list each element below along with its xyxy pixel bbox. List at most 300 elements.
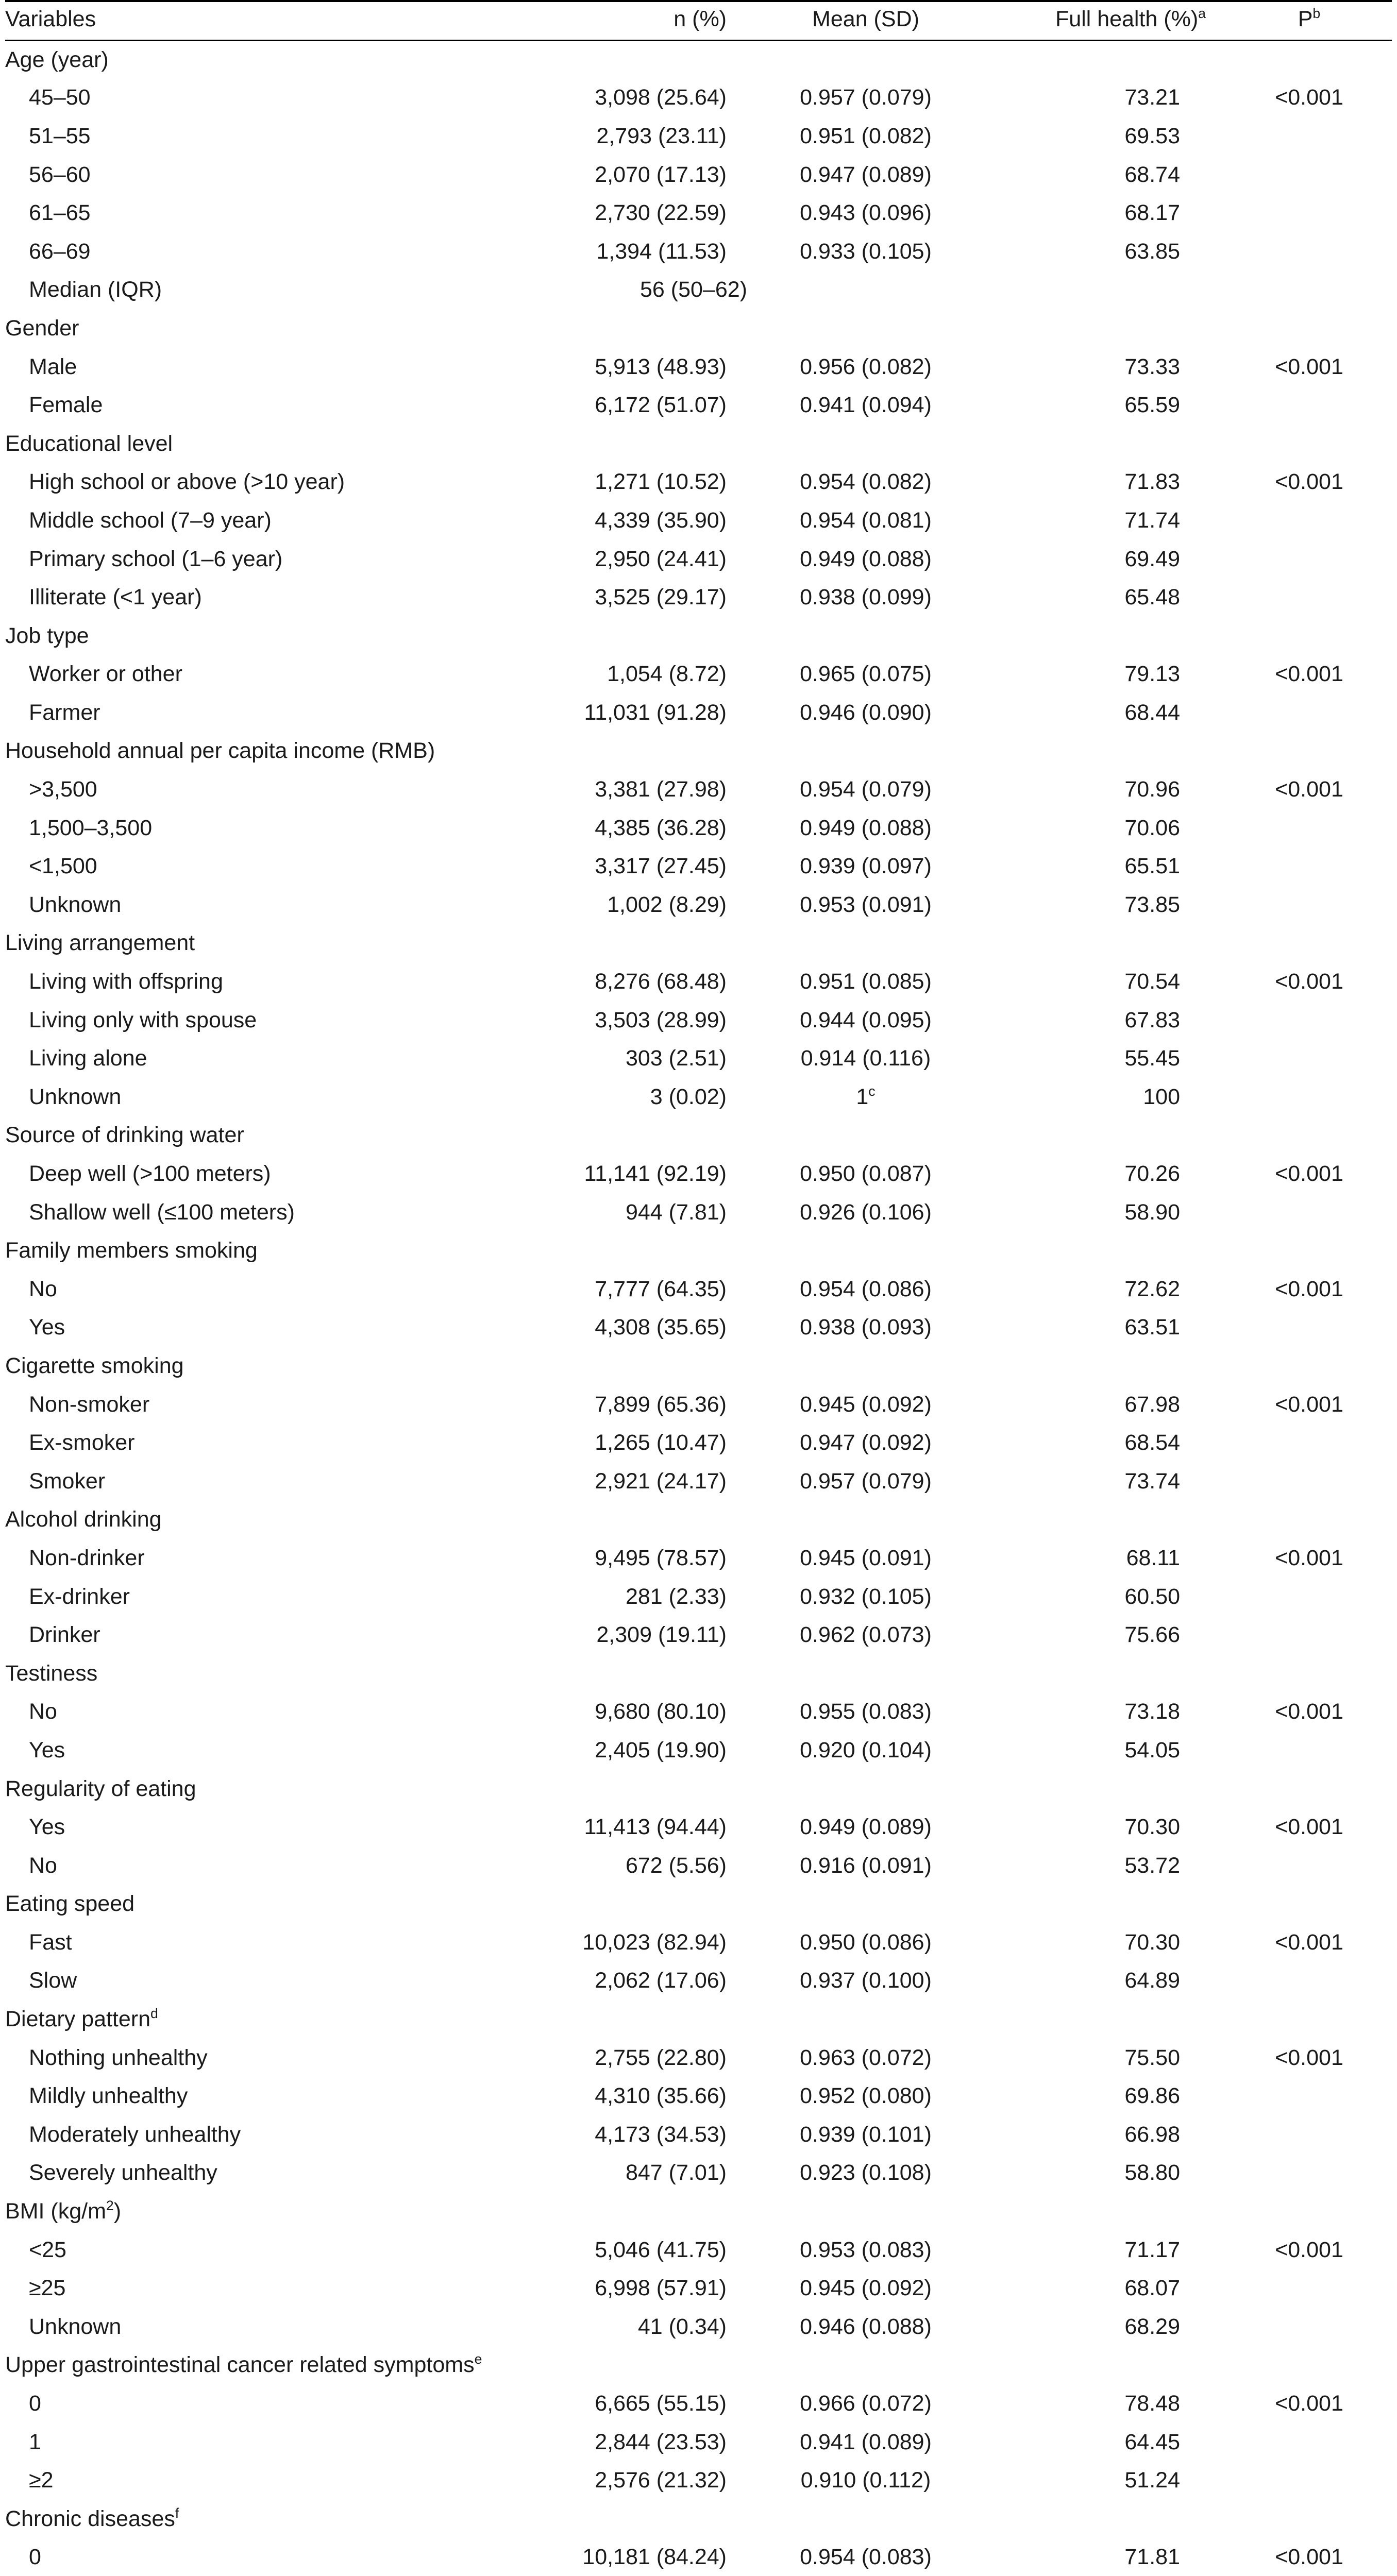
variable-cell (5, 2115, 520, 2154)
mean-value: 0.945 (0.092) (800, 2276, 932, 2301)
table-row (5, 1962, 1392, 2001)
n-value: 9,495 (78.57) (595, 1545, 727, 1570)
mean-cell (747, 348, 984, 386)
mean-value: 0.947 (0.089) (800, 162, 932, 187)
mean-cell (747, 809, 984, 848)
variable-cell (5, 617, 520, 655)
full-health-value: 70.06 (1124, 815, 1180, 840)
n-value: 5,913 (48.93) (595, 354, 727, 379)
variable-cell (5, 2000, 520, 2039)
n-value: 4,308 (35.65) (595, 1315, 727, 1340)
p-value: <0.001 (1275, 662, 1343, 687)
full-health-value: 60.50 (1124, 1584, 1180, 1609)
variable-label: Severely unhealthy (29, 2160, 217, 2185)
variable-label: Unknown (29, 1084, 122, 1109)
variable-cell (5, 463, 520, 502)
n-value: 3,098 (25.64) (595, 85, 727, 110)
variable-label: Yes (29, 1315, 65, 1340)
p-cell (1226, 1962, 1392, 2001)
full-health-value: 69.86 (1124, 2083, 1180, 2109)
variable-cell (5, 1462, 520, 1501)
n-cell (520, 847, 747, 886)
variable-cell (5, 1309, 520, 1347)
mean-cell (747, 2308, 984, 2346)
full-health-cell (984, 1193, 1226, 1232)
mean-value: 0.951 (0.082) (800, 123, 932, 148)
n-cell (520, 40, 747, 79)
p-cell (1226, 156, 1392, 194)
n-cell (520, 1423, 747, 1462)
table-row (5, 2115, 1392, 2154)
n-cell (520, 348, 747, 386)
mean-value: 0.951 (0.085) (800, 969, 932, 994)
p-cell (1226, 348, 1392, 386)
full-health-value: 55.45 (1124, 1046, 1180, 1071)
p-cell (1226, 886, 1392, 924)
full-health-cell (984, 1423, 1226, 1462)
variable-cell (5, 2231, 520, 2269)
variable-cell (5, 1923, 520, 1962)
n-cell (520, 156, 747, 194)
full-health-cell (984, 1501, 1226, 1539)
full-health-value: 70.30 (1124, 1929, 1180, 1955)
table-row (5, 770, 1392, 809)
n-value: 4,385 (36.28) (595, 815, 727, 840)
mean-cell (747, 2154, 984, 2193)
n-value: 3,503 (28.99) (595, 1007, 727, 1032)
mean-cell (747, 309, 984, 348)
variable-sup: 2 (106, 2198, 114, 2214)
table-row (5, 1385, 1392, 1424)
p-cell (1226, 2000, 1392, 2039)
mean-cell (747, 1193, 984, 1232)
n-value: 5,046 (41.75) (595, 2237, 727, 2262)
variable-cell (5, 1231, 520, 1270)
variable-cell (5, 2154, 520, 2193)
full-health-value: 70.54 (1124, 969, 1180, 994)
table-row (5, 1039, 1392, 1078)
p-cell (1226, 2500, 1392, 2538)
mean-cell (747, 1116, 984, 1155)
table-row (5, 271, 1392, 310)
full-health-cell (984, 2077, 1226, 2115)
n-value: 11,141 (92.19) (584, 1161, 727, 1187)
n-value: 2,844 (23.53) (595, 2429, 727, 2454)
full-health-cell (984, 2154, 1226, 2193)
n-cell (520, 309, 747, 348)
full-health-cell (984, 2384, 1226, 2423)
n-value: 56 (50–62) (640, 277, 747, 302)
category-row (5, 2192, 1392, 2231)
mean-cell (747, 2000, 984, 2039)
p-cell (1226, 1501, 1392, 1539)
full-health-value: 66.98 (1124, 2122, 1180, 2147)
variable-cell (5, 1347, 520, 1385)
mean-cell (747, 1539, 984, 1578)
n-value: 672 (5.56) (625, 1853, 727, 1878)
p-cell (1226, 1270, 1392, 1309)
table-row (5, 2077, 1392, 2115)
p-cell (1226, 2154, 1392, 2193)
variable-label: Moderately unhealthy (29, 2122, 241, 2147)
mean-value: 0.950 (0.087) (800, 1161, 932, 1187)
mean-value: 0.966 (0.072) (800, 2391, 932, 2416)
mean-cell (747, 194, 984, 232)
full-health-cell (984, 271, 1226, 310)
n-value: 8,276 (68.48) (595, 969, 727, 994)
p-cell (1226, 770, 1392, 809)
full-health-cell (984, 924, 1226, 963)
variable-cell (5, 1501, 520, 1539)
table-row (5, 693, 1392, 732)
mean-cell (747, 1309, 984, 1347)
p-value: <0.001 (1275, 2045, 1343, 2070)
n-cell (520, 2384, 747, 2423)
n-cell (520, 655, 747, 694)
p-cell (1226, 847, 1392, 886)
n-cell (520, 1347, 747, 1385)
variable-cell (5, 1808, 520, 1846)
p-cell (1226, 1616, 1392, 1654)
variable-cell (5, 732, 520, 771)
n-cell (520, 1462, 747, 1501)
p-value: <0.001 (1275, 1161, 1343, 1187)
variable-label: 66–69 (29, 239, 91, 264)
table-row (5, 2461, 1392, 2500)
n-value: 10,023 (82.94) (582, 1929, 727, 1955)
header-row (5, 1, 1392, 40)
n-cell (520, 1501, 747, 1539)
table-row (5, 1423, 1392, 1462)
mean-value: 0.957 (0.079) (800, 85, 932, 110)
mean-cell (747, 1693, 984, 1732)
category-row (5, 1654, 1392, 1693)
category-row (5, 617, 1392, 655)
variable-label: Primary school (1–6 year) (29, 546, 283, 571)
variable-cell (5, 540, 520, 579)
variable-label: Unknown (29, 2314, 122, 2339)
variable-label: Shallow well (≤100 meters) (29, 1199, 295, 1225)
mean-cell (747, 693, 984, 732)
full-health-cell (984, 2231, 1226, 2269)
variable-label: Fast (29, 1929, 72, 1955)
n-cell (520, 117, 747, 156)
n-cell (520, 2192, 747, 2231)
table-container (5, 0, 1392, 2576)
variable-cell (5, 1385, 520, 1424)
variable-label: >3,500 (29, 777, 97, 802)
full-health-cell (984, 2346, 1226, 2385)
p-cell (1226, 1578, 1392, 1616)
full-health-cell (984, 1731, 1226, 1770)
variable-label: Job type (5, 623, 89, 648)
variable-cell (5, 2423, 520, 2462)
table-row (5, 1923, 1392, 1962)
n-value: 1,002 (8.29) (607, 892, 727, 917)
p-cell (1226, 194, 1392, 232)
p-cell (1226, 2423, 1392, 2462)
mean-cell (747, 617, 984, 655)
mean-cell (747, 1501, 984, 1539)
full-health-value: 64.89 (1124, 1968, 1180, 1993)
header-mean: Mean (SD) (747, 1, 984, 40)
variable-cell (5, 924, 520, 963)
n-cell (520, 1846, 747, 1885)
mean-sup: c (868, 1083, 876, 1099)
variable-label: Ex-smoker (29, 1430, 135, 1455)
p-cell (1226, 1193, 1392, 1232)
full-health-cell (984, 1578, 1226, 1616)
variable-cell (5, 1885, 520, 1924)
mean-value: 0.957 (0.079) (800, 1468, 932, 1494)
variable-label: No (29, 1853, 57, 1878)
mean-cell (747, 1808, 984, 1846)
p-cell (1226, 425, 1392, 463)
p-cell (1226, 924, 1392, 963)
mean-cell (747, 2077, 984, 2115)
full-health-cell (984, 1001, 1226, 1040)
header-n: n (%) (520, 1, 747, 40)
mean-value: 0.947 (0.092) (800, 1430, 932, 1455)
variable-cell (5, 1578, 520, 1616)
n-cell (520, 2039, 747, 2077)
mean-cell (747, 117, 984, 156)
p-cell (1226, 1347, 1392, 1385)
p-cell (1226, 962, 1392, 1001)
header-full-health (984, 1, 1226, 40)
n-cell (520, 2000, 747, 2039)
variable-cell (5, 40, 520, 79)
mean-cell (747, 2192, 984, 2231)
mean-value: 0.926 (0.106) (800, 1199, 932, 1225)
mean-value: 0.954 (0.081) (800, 507, 932, 533)
mean-cell (747, 2384, 984, 2423)
n-value: 1,054 (8.72) (607, 662, 727, 687)
variable-cell (5, 1155, 520, 1193)
mean-value: 0.963 (0.072) (800, 2045, 932, 2070)
full-health-cell (984, 2039, 1226, 2077)
category-row (5, 1116, 1392, 1155)
mean-cell (747, 1616, 984, 1654)
variable-label: <1,500 (29, 854, 97, 879)
variable-cell (5, 1962, 520, 2001)
p-cell (1226, 40, 1392, 79)
table-header (5, 1, 1392, 40)
table-body (5, 40, 1392, 2576)
variable-cell (5, 1039, 520, 1078)
mean-value: 0.949 (0.088) (800, 546, 932, 571)
p-cell (1226, 2039, 1392, 2077)
p-value: <0.001 (1275, 2391, 1343, 2416)
variable-label: Middle school (7–9 year) (29, 507, 272, 533)
mean-value: 0.946 (0.088) (800, 2314, 932, 2339)
variable-cell (5, 2308, 520, 2346)
full-health-cell (984, 1654, 1226, 1693)
mean-value: 0.952 (0.080) (800, 2083, 932, 2109)
variable-cell (5, 79, 520, 117)
category-row (5, 1885, 1392, 1924)
full-health-value: 73.85 (1124, 892, 1180, 917)
n-cell (520, 1231, 747, 1270)
p-cell (1226, 1885, 1392, 1924)
p-value: <0.001 (1275, 2545, 1343, 2570)
variable-cell (5, 693, 520, 732)
variable-cell (5, 232, 520, 271)
n-cell (520, 578, 747, 617)
n-cell (520, 1078, 747, 1116)
mean-cell (747, 79, 984, 117)
mean-value: 0.954 (0.079) (800, 777, 932, 802)
p-cell (1226, 1654, 1392, 1693)
variable-cell (5, 655, 520, 694)
p-cell (1226, 463, 1392, 502)
full-health-value: 69.49 (1124, 546, 1180, 571)
table-row (5, 1309, 1392, 1347)
p-cell (1226, 617, 1392, 655)
full-health-value: 58.80 (1124, 2160, 1180, 2185)
n-cell (520, 732, 747, 771)
n-value: 2,950 (24.41) (595, 546, 727, 571)
category-row (5, 2500, 1392, 2538)
category-row (5, 1770, 1392, 1808)
mean-cell (747, 770, 984, 809)
n-value: 2,405 (19.90) (595, 1737, 727, 1762)
full-health-cell (984, 463, 1226, 502)
variable-cell (5, 501, 520, 540)
table-row (5, 2154, 1392, 2193)
full-health-cell (984, 1039, 1226, 1078)
full-health-cell (984, 2269, 1226, 2308)
full-health-cell (984, 156, 1226, 194)
full-health-value: 72.62 (1124, 1276, 1180, 1301)
n-cell (520, 501, 747, 540)
table-row (5, 2039, 1392, 2077)
table-row (5, 1078, 1392, 1116)
n-value: 10,181 (84.24) (582, 2545, 727, 2570)
variable-label: Drinker (29, 1622, 100, 1648)
full-health-cell (984, 578, 1226, 617)
n-value: 41 (0.34) (637, 2314, 727, 2339)
variable-cell (5, 2384, 520, 2423)
table-row (5, 2423, 1392, 2462)
table-row (5, 540, 1392, 579)
table-row (5, 847, 1392, 886)
header-full-health-sup: a (1198, 5, 1206, 21)
n-value: 3,381 (27.98) (595, 777, 727, 802)
variable-label: 56–60 (29, 162, 91, 187)
variable-cell (5, 2192, 520, 2231)
n-cell (520, 2538, 747, 2576)
data-table (5, 0, 1392, 2576)
p-cell (1226, 2115, 1392, 2154)
n-value: 2,793 (23.11) (596, 123, 727, 148)
header-p-sup: b (1312, 5, 1321, 21)
n-cell (520, 809, 747, 848)
variable-label: Source of drinking water (5, 1123, 244, 1148)
n-cell (520, 1923, 747, 1962)
table-row (5, 1001, 1392, 1040)
full-health-cell (984, 2500, 1226, 2538)
mean-cell (747, 1270, 984, 1309)
variable-label: Mildly unhealthy (29, 2083, 188, 2109)
table-row (5, 2231, 1392, 2269)
n-value: 303 (2.51) (625, 1046, 727, 1071)
n-value: 2,062 (17.06) (595, 1968, 727, 1993)
full-health-value: 68.29 (1124, 2314, 1180, 2339)
p-value: <0.001 (1275, 85, 1343, 110)
table-row (5, 809, 1392, 848)
variable-label: Family members smoking (5, 1238, 258, 1263)
full-health-cell (984, 232, 1226, 271)
n-cell (520, 2423, 747, 2462)
mean-cell (747, 1462, 984, 1501)
p-cell (1226, 2231, 1392, 2269)
p-cell (1226, 271, 1392, 310)
variable-cell (5, 425, 520, 463)
table-row (5, 655, 1392, 694)
category-row (5, 2346, 1392, 2385)
category-row (5, 924, 1392, 963)
full-health-cell (984, 655, 1226, 694)
p-value: <0.001 (1275, 354, 1343, 379)
n-value: 6,665 (55.15) (595, 2391, 727, 2416)
mean-value: 0.954 (0.082) (800, 469, 932, 495)
full-health-cell (984, 2308, 1226, 2346)
full-health-cell (984, 886, 1226, 924)
mean-value: 0.941 (0.094) (800, 393, 932, 418)
n-value: 2,070 (17.13) (595, 162, 727, 187)
p-cell (1226, 1116, 1392, 1155)
variable-label: Living only with spouse (29, 1007, 257, 1032)
variable-cell (5, 1693, 520, 1732)
full-health-value: 69.53 (1124, 123, 1180, 148)
table-row (5, 79, 1392, 117)
n-cell (520, 770, 747, 809)
full-health-value: 73.74 (1124, 1468, 1180, 1494)
full-health-cell (984, 309, 1226, 348)
full-health-cell (984, 386, 1226, 425)
mean-cell (747, 847, 984, 886)
n-cell (520, 194, 747, 232)
variable-label: Dietary pattern (5, 2007, 151, 2032)
n-cell (520, 962, 747, 1001)
p-value: <0.001 (1275, 1929, 1343, 1955)
n-cell (520, 886, 747, 924)
mean-value: 0.945 (0.092) (800, 1392, 932, 1417)
mean-cell (747, 1155, 984, 1193)
full-health-value: 100 (1143, 1084, 1180, 1109)
variable-label: Worker or other (29, 662, 182, 687)
full-health-cell (984, 425, 1226, 463)
variable-label: Slow (29, 1968, 77, 1993)
n-cell (520, 1155, 747, 1193)
variable-label: Alcohol drinking (5, 1507, 162, 1532)
mean-cell (747, 1039, 984, 1078)
n-cell (520, 1539, 747, 1578)
variable-label: Living alone (29, 1046, 147, 1071)
p-value: <0.001 (1275, 469, 1343, 495)
variable-sup: e (474, 2351, 482, 2367)
p-value: <0.001 (1275, 1276, 1343, 1301)
table-row (5, 962, 1392, 1001)
n-value: 4,339 (35.90) (595, 507, 727, 533)
p-cell (1226, 655, 1392, 694)
variable-label: Regularity of eating (5, 1776, 196, 1801)
full-health-cell (984, 117, 1226, 156)
n-value: 847 (7.01) (625, 2160, 727, 2185)
full-health-cell (984, 2192, 1226, 2231)
variable-cell (5, 1078, 520, 1116)
